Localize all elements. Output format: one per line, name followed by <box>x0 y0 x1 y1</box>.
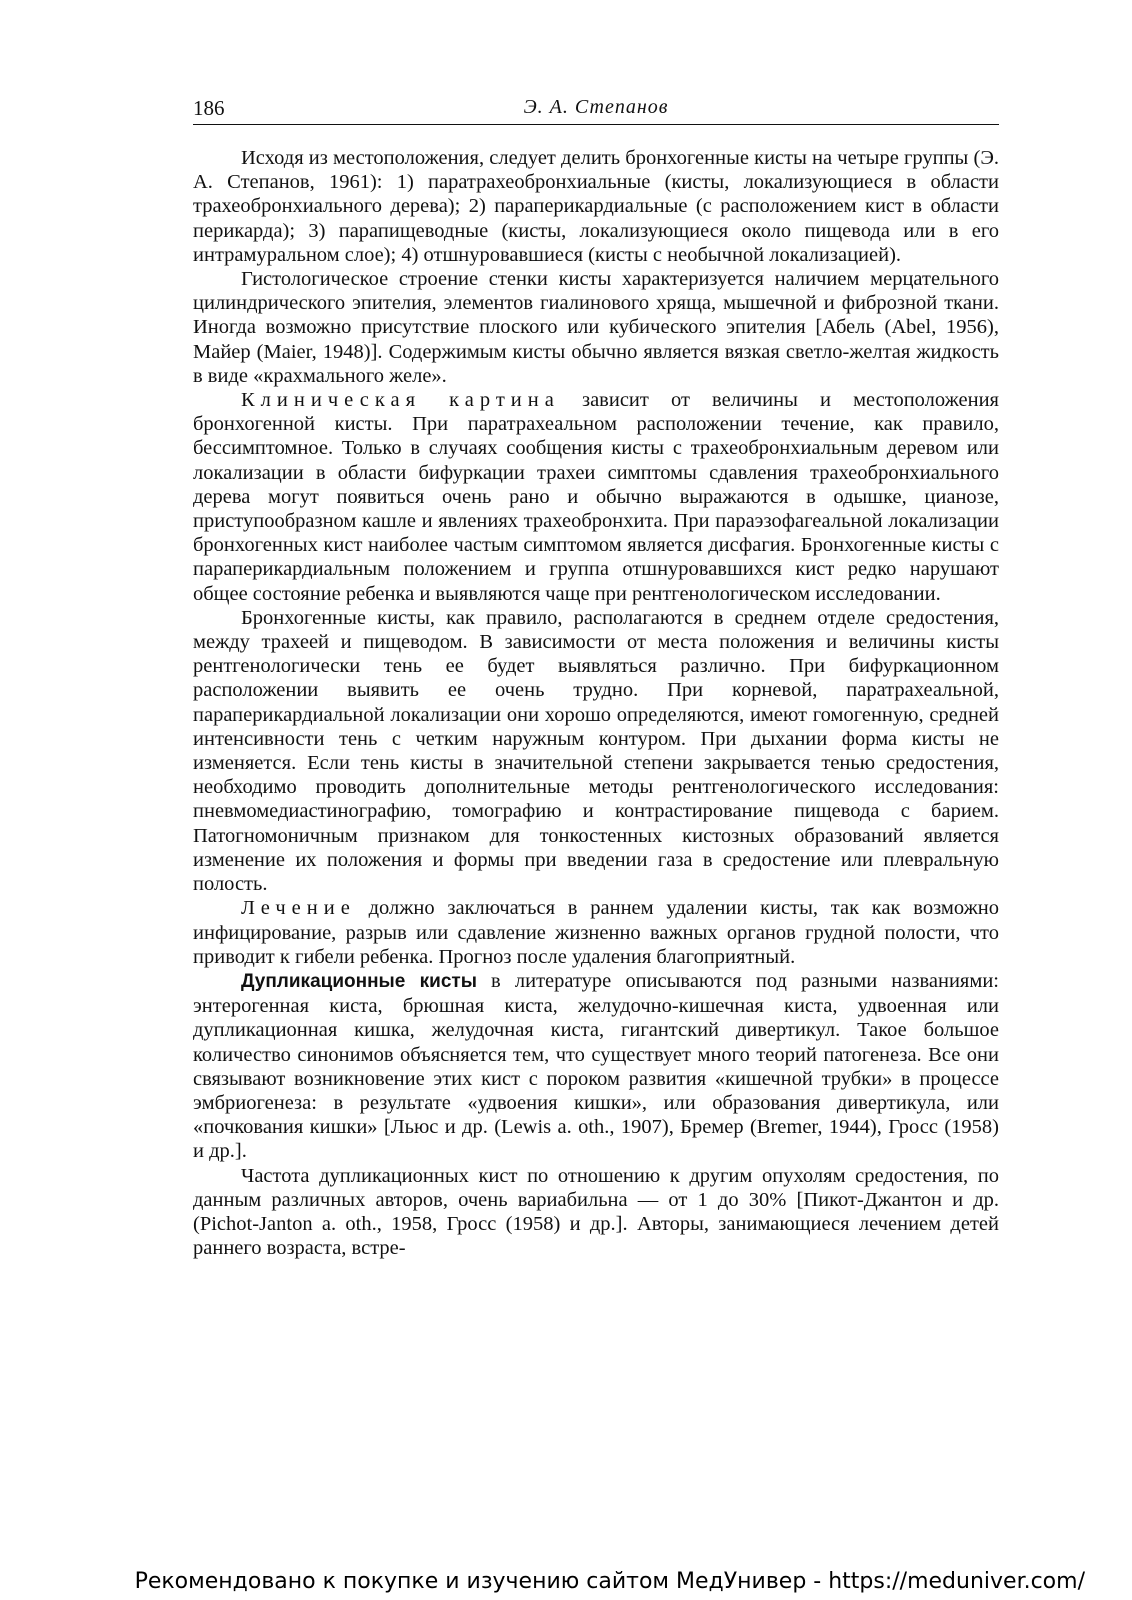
section-lead-duplication: Дупликационные кисты <box>241 970 477 992</box>
page-header <box>193 94 999 125</box>
paragraph-duplication-text: в литературе описываются под разными названиями: энтерогенная киста, брюшная киста, желудочно-кишечная киста, удвоенная или дупликационная кишка, желудочная киста, гигантский дивертикул. Такое большое количество синонимов объясняется тем, что существует много теорий патогенеза. Все они связывают возникновение этих кист с пороком развития «кишечной трубки» в процессе эмбриогенеза: в результате «удвоения кишки», или образования дивертикула, или «почкования кишки» [Льюс и др. (Lewis a. oth., 1907), Бремер (Bremer, 1944), Гросс (1958) и др.]. <box>193 969 999 1163</box>
section-lead-clinical: Клиническая картина <box>241 389 560 412</box>
paragraph-histology: Гистологическое строение стенки кисты характеризуется наличием мерцательного цилиндрического эпителия, элементов гиалинового хряща, мышечной и фиброзной ткани. Иногда возможно присутствие плоского или кубического эпителия [Абель (Abel, 1956), Майер (Maier, 1948)]. Содержимым кисты обычно является вязкая светло-желтая жидкость в виде «крахмального желе». <box>193 268 999 387</box>
paragraph-radiology: Бронхогенные кисты, как правило, располагаются в среднем отделе средостения, между трахеей и пищеводом. В зависимости от места положения и величины кисты рентгенологически тень ее будет выявляться различно. При бифуркационном расположении выявить ее очень трудно. При корневой, паратрахеальной, параперикардиальной локализации они хорошо определяются, имеют гомогенную, средней интенсивности тень с четким наружным контуром. При дыхании форма кисты не изменяется. Если тень кисты в значительной степени закрывается тенью средостения, необходимо проводить дополнительные методы рентгенологического исследования: пневмомедиастинографию, томографию и контрастирование пищевода с барием. Патогномоничным признаком для тонкостенных кистозных образований является изменение их положения и формы при введении газа в средостение или плевральную полость. <box>193 606 999 896</box>
paragraph-frequency: Частота дупликационных кист по отношению к другим опухолям средостения, по данным различных авторов, очень вариабильна — от 1 до 30% [Пикот-Джантон и др. (Pichot-Janton a. oth., 1958, Гросс (1958) и др.]. Авторы, занимающиеся лечением детей раннего возраста, встре- <box>193 1164 999 1260</box>
page-number: 186 <box>193 96 225 120</box>
paragraph-classification: Исходя из местоположения, следует делить бронхогенные кисты на четыре группы (Э. А. Степанов, 1961): 1) паратрахеобронхиальные (кисты, локализующиеся в области трахеобронхиального дерева); 2) параперикардиальные (с расположением кист в области перикарда); 3) парапищеводные (кисты, локализующиеся около пищевода или в его интрамуральном слое); 4) отшнуровавшиеся (кисты с необычной локализацией). <box>193 147 999 266</box>
body-text <box>193 146 999 1260</box>
paragraph-treatment <box>193 896 999 969</box>
paragraph-clinical-picture <box>193 388 999 606</box>
paragraph-clinical-text: зависит от величины и местоположения бронхогенной кисты. При паратрахеальном расположении течение, как правило, бессимптомное. Только в случаях сообщения кисты с трахеобронхиальным деревом или локализации в области бифуркации трахеи симптомы сдавления трахеобронхиального дерева могут появиться очень рано и обычно выражаются в одышке, цианозе, приступообразном кашле и явлениях трахеобронхита. При параэзофагеальной локализации бронхогенных кист наиболее частым симптомом является дисфагия. Бронхогенные кисты с параперикардиальным положением и группа отшнуровавшихся кист редко нарушают общее состояние ребенка и выявляются чаще при рентгенологическом исследовании. <box>193 389 999 605</box>
running-head: Э. А. Степанов <box>523 96 669 118</box>
paragraph-duplication-cysts <box>193 969 999 1164</box>
section-lead-treatment: Лечение <box>241 897 356 920</box>
footer-recommendation: Рекомендовано к покупке и изучению сайтом МедУнивер - https://meduniver.com/ <box>134 1569 1085 1594</box>
paragraph-treatment-text: должно заключаться в раннем удалении кисты, так как возможно инфицирование, разрыв или сдавление жизненно важных органов грудной полости, что приводит к гибели ребенка. Прогноз после удаления благоприятный. <box>193 897 999 968</box>
